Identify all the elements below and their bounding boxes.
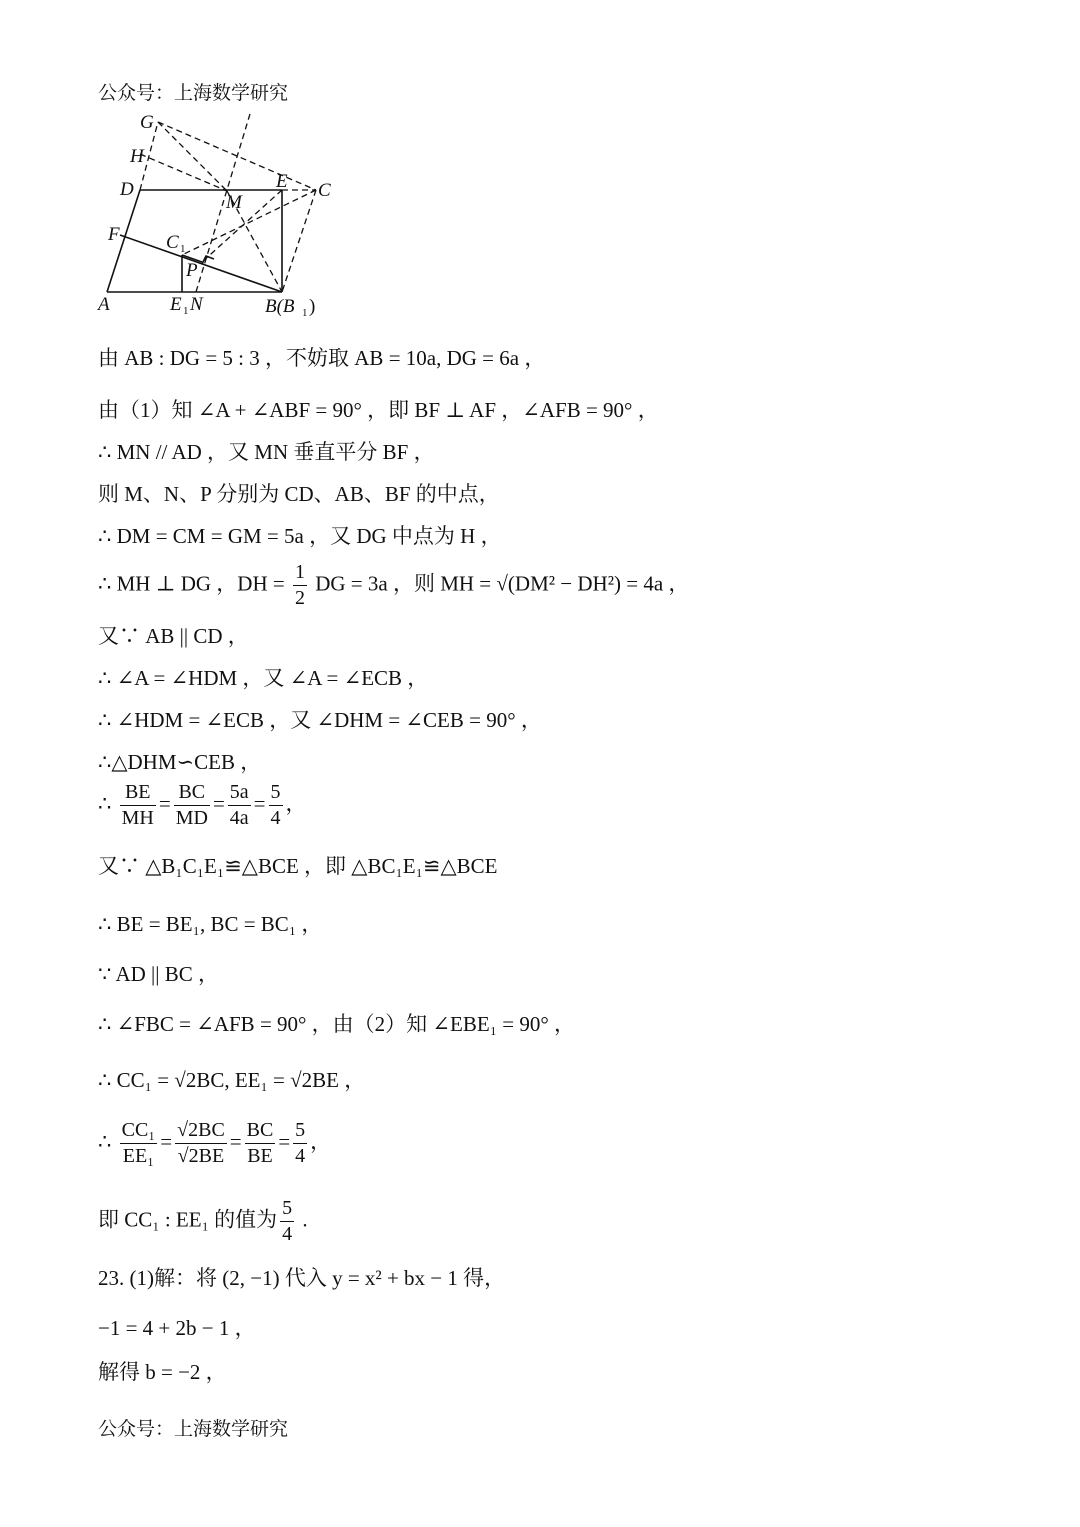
- problem-23-line-2: −1 = 4 + 2b − 1 ，: [98, 1316, 256, 1340]
- label-E1-sub: 1: [183, 305, 189, 317]
- solution-line-5: ∴ DM = CM = GM = 5a ，又 DG 中点为 H ，: [98, 524, 502, 548]
- solution-line-angle: ∴ ∠FBC = ∠AFB = 90° ，由（2）知 ∠EBE₁ = 90° ，: [98, 1012, 576, 1036]
- label-C1-sub: 1: [180, 243, 186, 255]
- label-A: A: [98, 294, 110, 315]
- solution-line-7: 又∵ AB || CD ，: [98, 624, 249, 648]
- solution-line-1: 由 AB : DG = 5 : 3 ，不妨取 AB = 10a, DG = 6a ，: [98, 346, 546, 370]
- solution-line-sqrt2: ∴ CC₁ = √2BC, EE₁ = √2BE ，: [98, 1068, 366, 1092]
- solution-line-answer: 即 CC₁ : EE₁ 的值为 $\frac{5}{4}$ .: [98, 1197, 308, 1245]
- label-M: M: [226, 192, 242, 213]
- label-D: D: [120, 179, 134, 200]
- label-B-sub: 1: [302, 307, 308, 319]
- solution-line-3: ∴ MN // AD ，又 MN 垂直平分 BF ，: [98, 440, 435, 464]
- solution-line-congruence: 又∵ △B₁C₁E₁≌△BCE ，即 △BC₁E₁≌△BCE: [98, 854, 498, 878]
- segment-FB: [120, 235, 282, 292]
- solution-line-4: 则 M、N、P 分别为 CD、AB、BF 的中点，: [98, 482, 500, 506]
- geometry-figure: [90, 100, 350, 325]
- label-F: F: [108, 224, 120, 245]
- problem-23-line-3: 解得 b = −2 ，: [98, 1360, 227, 1384]
- solution-line-ratio: ∴ $\frac{BE}{MH}$ = $\frac{BC}{MD}$ = $\frac{5a}{4a}$ = $\frac{5}{4}$ ，: [98, 781, 307, 829]
- label-E1: E: [170, 294, 182, 315]
- solution-line-9: ∴ ∠HDM = ∠ECB ，又 ∠DHM = ∠CEB = 90° ，: [98, 708, 542, 732]
- solution-line-10: ∴△DHM∽CEB ，: [98, 750, 262, 774]
- problem-23-line-1: 23. (1)解：将 (2, −1) 代入 y = x² + bx − 1 得，: [98, 1266, 506, 1290]
- label-P: P: [186, 260, 198, 281]
- label-B: B(B: [265, 296, 295, 317]
- page-footer: 公众号：上海数学研究: [98, 1418, 289, 1440]
- solution-line-8: ∴ ∠A = ∠HDM ，又 ∠A = ∠ECB ，: [98, 666, 429, 690]
- label-E: E: [276, 171, 288, 192]
- fraction-one-half: $\frac{1}{2}$: [294, 561, 305, 609]
- label-H: H: [130, 146, 144, 167]
- label-B-close: ): [309, 296, 316, 317]
- solution-line-6: ∴ MH ⊥ DG ，DH = $\frac{1}{2}$ DG = 3a ，则 MH = √(DM² − DH²) = 4a ，: [98, 561, 690, 609]
- solution-line-2: 由（1）知 ∠A + ∠ABF = 90° ，即 BF ⊥ AF ，∠AFB = 90° ，: [98, 398, 659, 422]
- solution-line-ratio-2: ∴ $\frac{\text{CC₁}}{\text{EE₁}}$ = $\frac{√2BC}{√2BE}$ = $\frac{BC}{BE}$ = $\frac{5}{4}$ ，: [98, 1119, 332, 1167]
- label-C1: C: [166, 232, 179, 253]
- label-G: G: [140, 112, 154, 133]
- label-N: N: [190, 294, 203, 315]
- solution-line-parallel: ∵ AD || BC ，: [98, 962, 219, 986]
- page-header: 公众号：上海数学研究: [98, 82, 289, 104]
- solution-line-equal-sides: ∴ BE = BE₁, BC = BC₁ ，: [98, 912, 323, 936]
- label-C: C: [318, 180, 331, 201]
